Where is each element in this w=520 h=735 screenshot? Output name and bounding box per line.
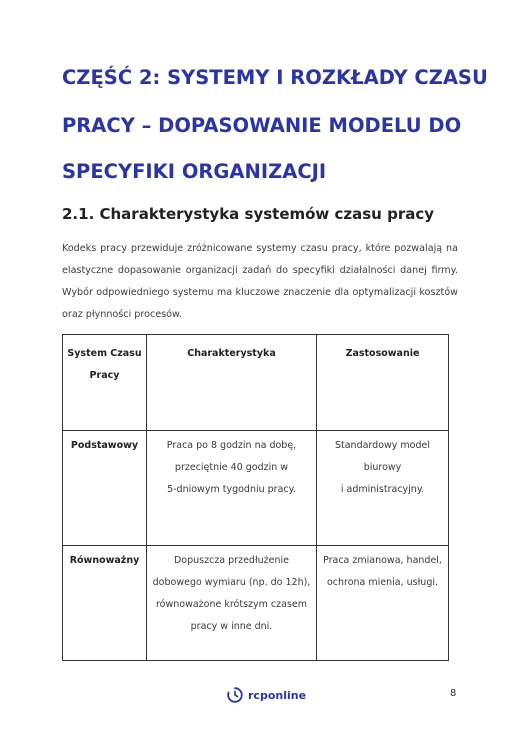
- row-description-line: Dopuszcza przedłużenie: [173, 555, 290, 566]
- row-system-name-label: Podstawowy: [70, 440, 139, 451]
- rcponline-logo: [226, 684, 306, 706]
- row-usage-line: Praca zmianowa, handel,: [323, 555, 442, 566]
- row-description: [147, 546, 317, 661]
- header-characteristics: [147, 335, 317, 431]
- clock-icon: [226, 686, 244, 704]
- row-usage-line: i administracyjny.: [340, 484, 425, 495]
- intro-line-4: oraz płynności procesów.: [62, 309, 183, 320]
- row-usage-line: ochrona mienia, usługi.: [326, 577, 439, 588]
- chapter-heading-line-2: PRACY – DOPASOWANIE MODELU DO: [62, 114, 462, 137]
- header-usage: [317, 335, 449, 431]
- header-usage-label: Zastosowanie: [345, 348, 420, 359]
- section-title: 2.1. Charakterystyka systemów czasu pracy: [62, 205, 435, 223]
- row-usage-line: biurowy: [363, 462, 402, 473]
- table-row: [63, 431, 449, 546]
- header-characteristics-label: Charakterystyka: [187, 348, 276, 359]
- intro-line-3: Wybór odpowiedniego systemu ma kluczowe znaczenie dla optymalizacji kosztów: [62, 287, 458, 298]
- table-header-row: [63, 335, 449, 431]
- row-system-name: [63, 546, 147, 661]
- row-description-line: Praca po 8 godzin na dobę,: [166, 440, 297, 451]
- intro-line-1: Kodeks pracy przewiduje zróżnicowane systemy czasu pracy, które pozwalają na: [62, 243, 458, 254]
- page-number: 8: [450, 688, 457, 699]
- row-system-name-label: Równoważny: [69, 555, 140, 566]
- chapter-heading-line-1: CZĘŚĆ 2: SYSTEMY I ROZKŁADY CZASU: [62, 66, 488, 89]
- row-description: [147, 431, 317, 546]
- row-usage-line: Standardowy model: [334, 440, 431, 451]
- intro-line-2: elastyczne dopasowanie organizacji zadań do specyfiki działalności danej firmy.: [62, 265, 458, 276]
- row-description-line: dobowego wymiaru (np. do 12h),: [152, 577, 311, 588]
- header-system-line-1: System Czasu: [67, 348, 142, 359]
- work-systems-table: [62, 334, 449, 661]
- row-description-line: 5-dniowym tygodniu pracy.: [167, 484, 296, 495]
- header-system: [63, 335, 147, 431]
- header-system-line-2: Pracy: [89, 370, 120, 381]
- logo-text: rcponline: [248, 688, 307, 702]
- row-description-line: pracy w inne dni.: [190, 621, 273, 632]
- row-description-line: równoważone krótszym czasem: [155, 599, 308, 610]
- row-system-name: [63, 431, 147, 546]
- row-usage: [317, 431, 449, 546]
- table-row: [63, 546, 449, 661]
- row-usage: [317, 546, 449, 661]
- chapter-heading-line-3: SPECYFIKI ORGANIZACJI: [62, 160, 327, 183]
- row-description-line: przeciętnie 40 godzin w: [174, 462, 289, 473]
